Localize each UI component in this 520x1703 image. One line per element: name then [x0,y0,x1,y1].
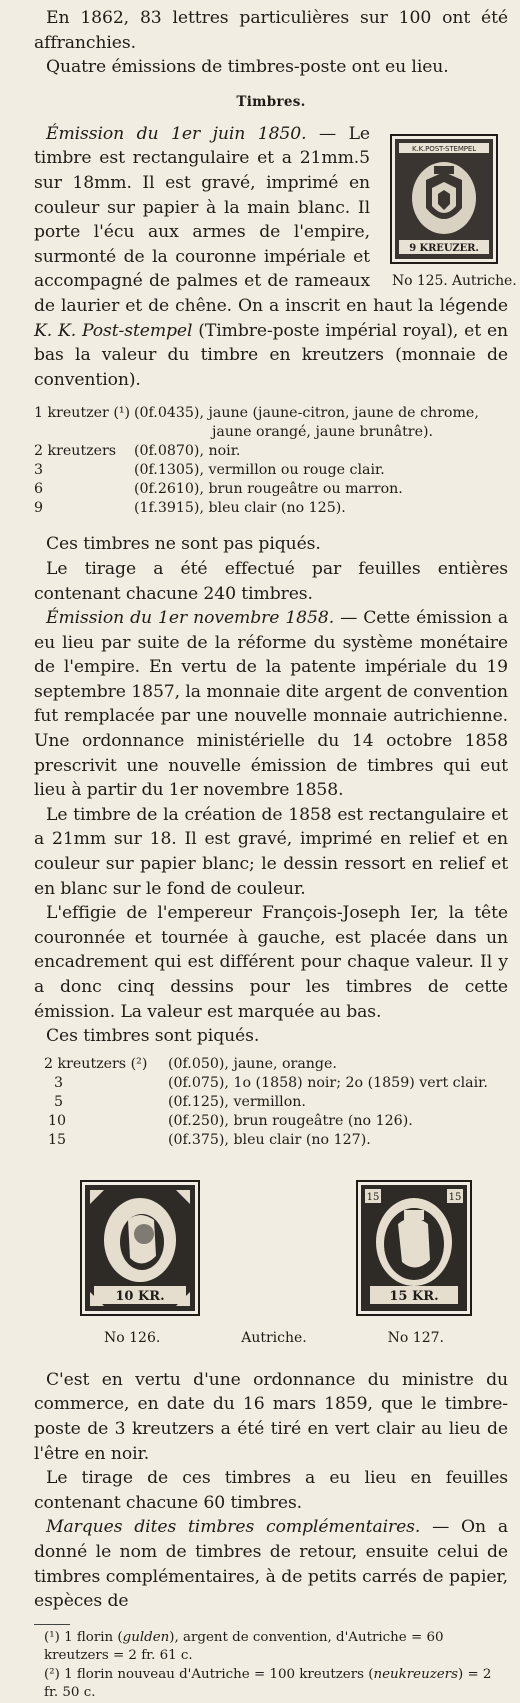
value-denomination: 3 [34,462,44,479]
footnote-1-gulden: gulden [122,1629,170,1645]
value-denomination: 9 [34,500,44,517]
value-row [34,461,508,480]
marques-text: — On a donné le nom de timbres de retour, ensuite celui de timbres complémentaires, à de petits carrés de papier, espèces de [34,1517,508,1612]
value-description: (0f.075), 1o (1858) noir; 2o (1859) vert clair. [168,1074,488,1091]
footnote-2 [44,1666,508,1703]
value-description: (0f.0870), noir. [134,443,241,460]
stamp-legend: K. K. Post-stempel [34,320,193,341]
stamps-1858-captions [34,1320,508,1358]
value-description: (0f.050), jaune, orange. [168,1055,337,1072]
paragraph-effigy: L'effigie de l'empereur François-Joseph Ier, la tête couronnée et tournée à gauche, est placée dans un encadrement qui est différent pour chaque valeur. Il y a donc cinq dessins pour les timbres de cette émission. La valeur est marquée au bas. [34,903,508,1022]
stamps-country-caption: Autriche. [241,1329,307,1346]
value-denomination: 5 [54,1093,64,1110]
paragraph-printing-1850: Le tirage a été effectué par feuilles entières contenant chacune 240 timbres. [34,558,508,604]
stamps-1858-figures [34,1164,508,1320]
value-denomination: 3 [54,1074,64,1091]
stamp-125-top-legend: K.K.POST-STEMPEL [411,144,477,153]
value-description: (0f.2610), brun rougeâtre ou marron. [134,481,403,498]
emission-1858-title: Émission du 1er novembre 1858. [46,608,335,629]
footnote-2-text-b: ) = 2 fr. 50 c. [44,1666,492,1701]
value-row [44,1131,508,1150]
intro-paragraph-2: Quatre émissions de timbres-poste ont eu lieu. [46,57,449,78]
stamp-127-value: 15 KR. [389,1288,439,1304]
emission-1850-text-2: (Timbre-poste impérial royal), et en bas la valeur du timbre en kreutzers (monnaie de convention). [34,320,508,390]
value-row [44,1093,508,1112]
stamp-figure-125 [380,134,517,290]
value-row [34,442,508,461]
value-description: (1f.3915), bleu clair (no 125). [134,500,346,517]
paragraph-stamp-1858-description: Le timbre de la création de 1858 est rectangulaire et a 21mm sur 18. Il est gravé, imprimé en relief et en couleur sur papier blanc; le dessin ressort en relief et en blanc sur le fond de couleur. [34,804,508,899]
emission-1858-text: — Cette émission a eu lieu par suite de la réforme du système monétaire de l'empire. En vertu de la patente impériale du 19 septembre 1857, la monnaie dite argent de convention fut remplacée par une nouvelle monnaie autrichienne. Une ordonnance ministérielle du 14 octobre 1858 prescrivit une nouvelle émission de timbres qui eut lieu à partir du 1er novembre 1858. [34,608,508,801]
value-description: (0f.0435), jaune (jaune-citron, jaune de chrome, [134,405,479,422]
footnote-1 [44,1629,508,1666]
stamp-127-corner-right: 15 [448,1191,462,1203]
marques-title: Marques dites timbres complémentaires. [46,1517,421,1538]
value-denomination: 1 kreutzer (¹) [34,405,131,422]
footnote-rule [34,1624,70,1625]
value-denomination: 6 [34,481,44,498]
stamp-127-caption: No 127. [387,1329,444,1346]
footnote-1-text-a: (¹) 1 florin ( [44,1629,123,1645]
emission-1850-paragraph [34,122,517,393]
values-1850-table [34,404,508,518]
value-row [44,1055,508,1074]
value-denomination: 2 kreutzers (²) [44,1055,148,1072]
value-row [34,480,508,499]
value-description: (0f.125), vermillon. [168,1093,306,1110]
paragraph-not-perforated: Ces timbres ne sont pas piqués. [46,534,321,555]
emission-1850-title: Émission du 1er juin 1850. [46,123,307,144]
footnote-2-neukreuzers: neukreuzers [373,1666,458,1682]
stamp-126-value: 10 KR. [115,1288,165,1304]
paragraph-ordinance-1859: C'est en vertu d'une ordonnance du ministre du commerce, en date du 16 mars 1859, que le timbre-poste de 3 kreutzers a été tiré en vert clair au lieu de l'être en noir. [34,1369,508,1464]
value-row [34,499,508,518]
footnote-2-text-a: (²) 1 florin nouveau d'Autriche = 100 kreutzers ( [44,1666,374,1682]
values-1858-table [34,1055,508,1150]
stamp-127-corner-left: 15 [366,1191,380,1203]
austria-1858-10kr-stamp-image [80,1180,200,1316]
value-description: (0f.1305), vermillon ou rouge clair. [134,462,385,479]
section-heading: Timbres. [236,93,306,110]
stamp-125-value: 9 KREUZER. [409,242,479,254]
value-denomination: 15 [48,1131,67,1148]
value-row [44,1112,508,1131]
value-row [44,1074,508,1093]
paragraph-printing-1858: Le tirage de ces timbres a eu lieu en feuilles contenant chacune 60 timbres. [34,1468,508,1513]
emission-1858-paragraph [34,606,508,803]
intro-paragraph-1: En 1862, 83 lettres particulières sur 100 ont été affranchies. [34,8,508,53]
emission-1850-text-1: — Le timbre est rectangulaire et a 21mm.5 sur 18mm. Il est gravé, imprimé en couleur sur papier à la main blanc. Il porte l'écu aux armes de l'empire, surmonté de la couronne impériale et accompagné de palmes et de rameaux de laurier et de chêne. On a inscrit en haut la légende [34,123,508,316]
value-row-continuation [34,423,508,442]
marques-paragraph [34,1515,508,1613]
stamp-126-caption: No 126. [104,1329,161,1346]
value-denomination: 10 [48,1112,67,1129]
footnotes [34,1629,508,1703]
austria-1858-15kr-stamp-image [356,1180,472,1316]
paragraph-perforated: Ces timbres sont piqués. [46,1026,260,1047]
stamp-125-caption: No 125. Autriche. [392,272,517,289]
value-description: (0f.250), brun rougeâtre (no 126). [168,1112,413,1129]
value-denomination: 2 kreutzers [34,443,117,460]
value-description: (0f.375), bleu clair (no 127). [168,1131,371,1148]
austria-1850-stamp-image [390,134,498,264]
stamp-figure-127 [356,1180,472,1320]
footnote-1-text-b: ), argent de convention, d'Autriche = 60 kreutzers = 2 fr. 61 c. [44,1629,444,1664]
value-description-continued: jaune orangé, jaune brunâtre). [212,424,434,441]
value-row [34,404,508,423]
stamp-figure-126 [80,1180,200,1320]
